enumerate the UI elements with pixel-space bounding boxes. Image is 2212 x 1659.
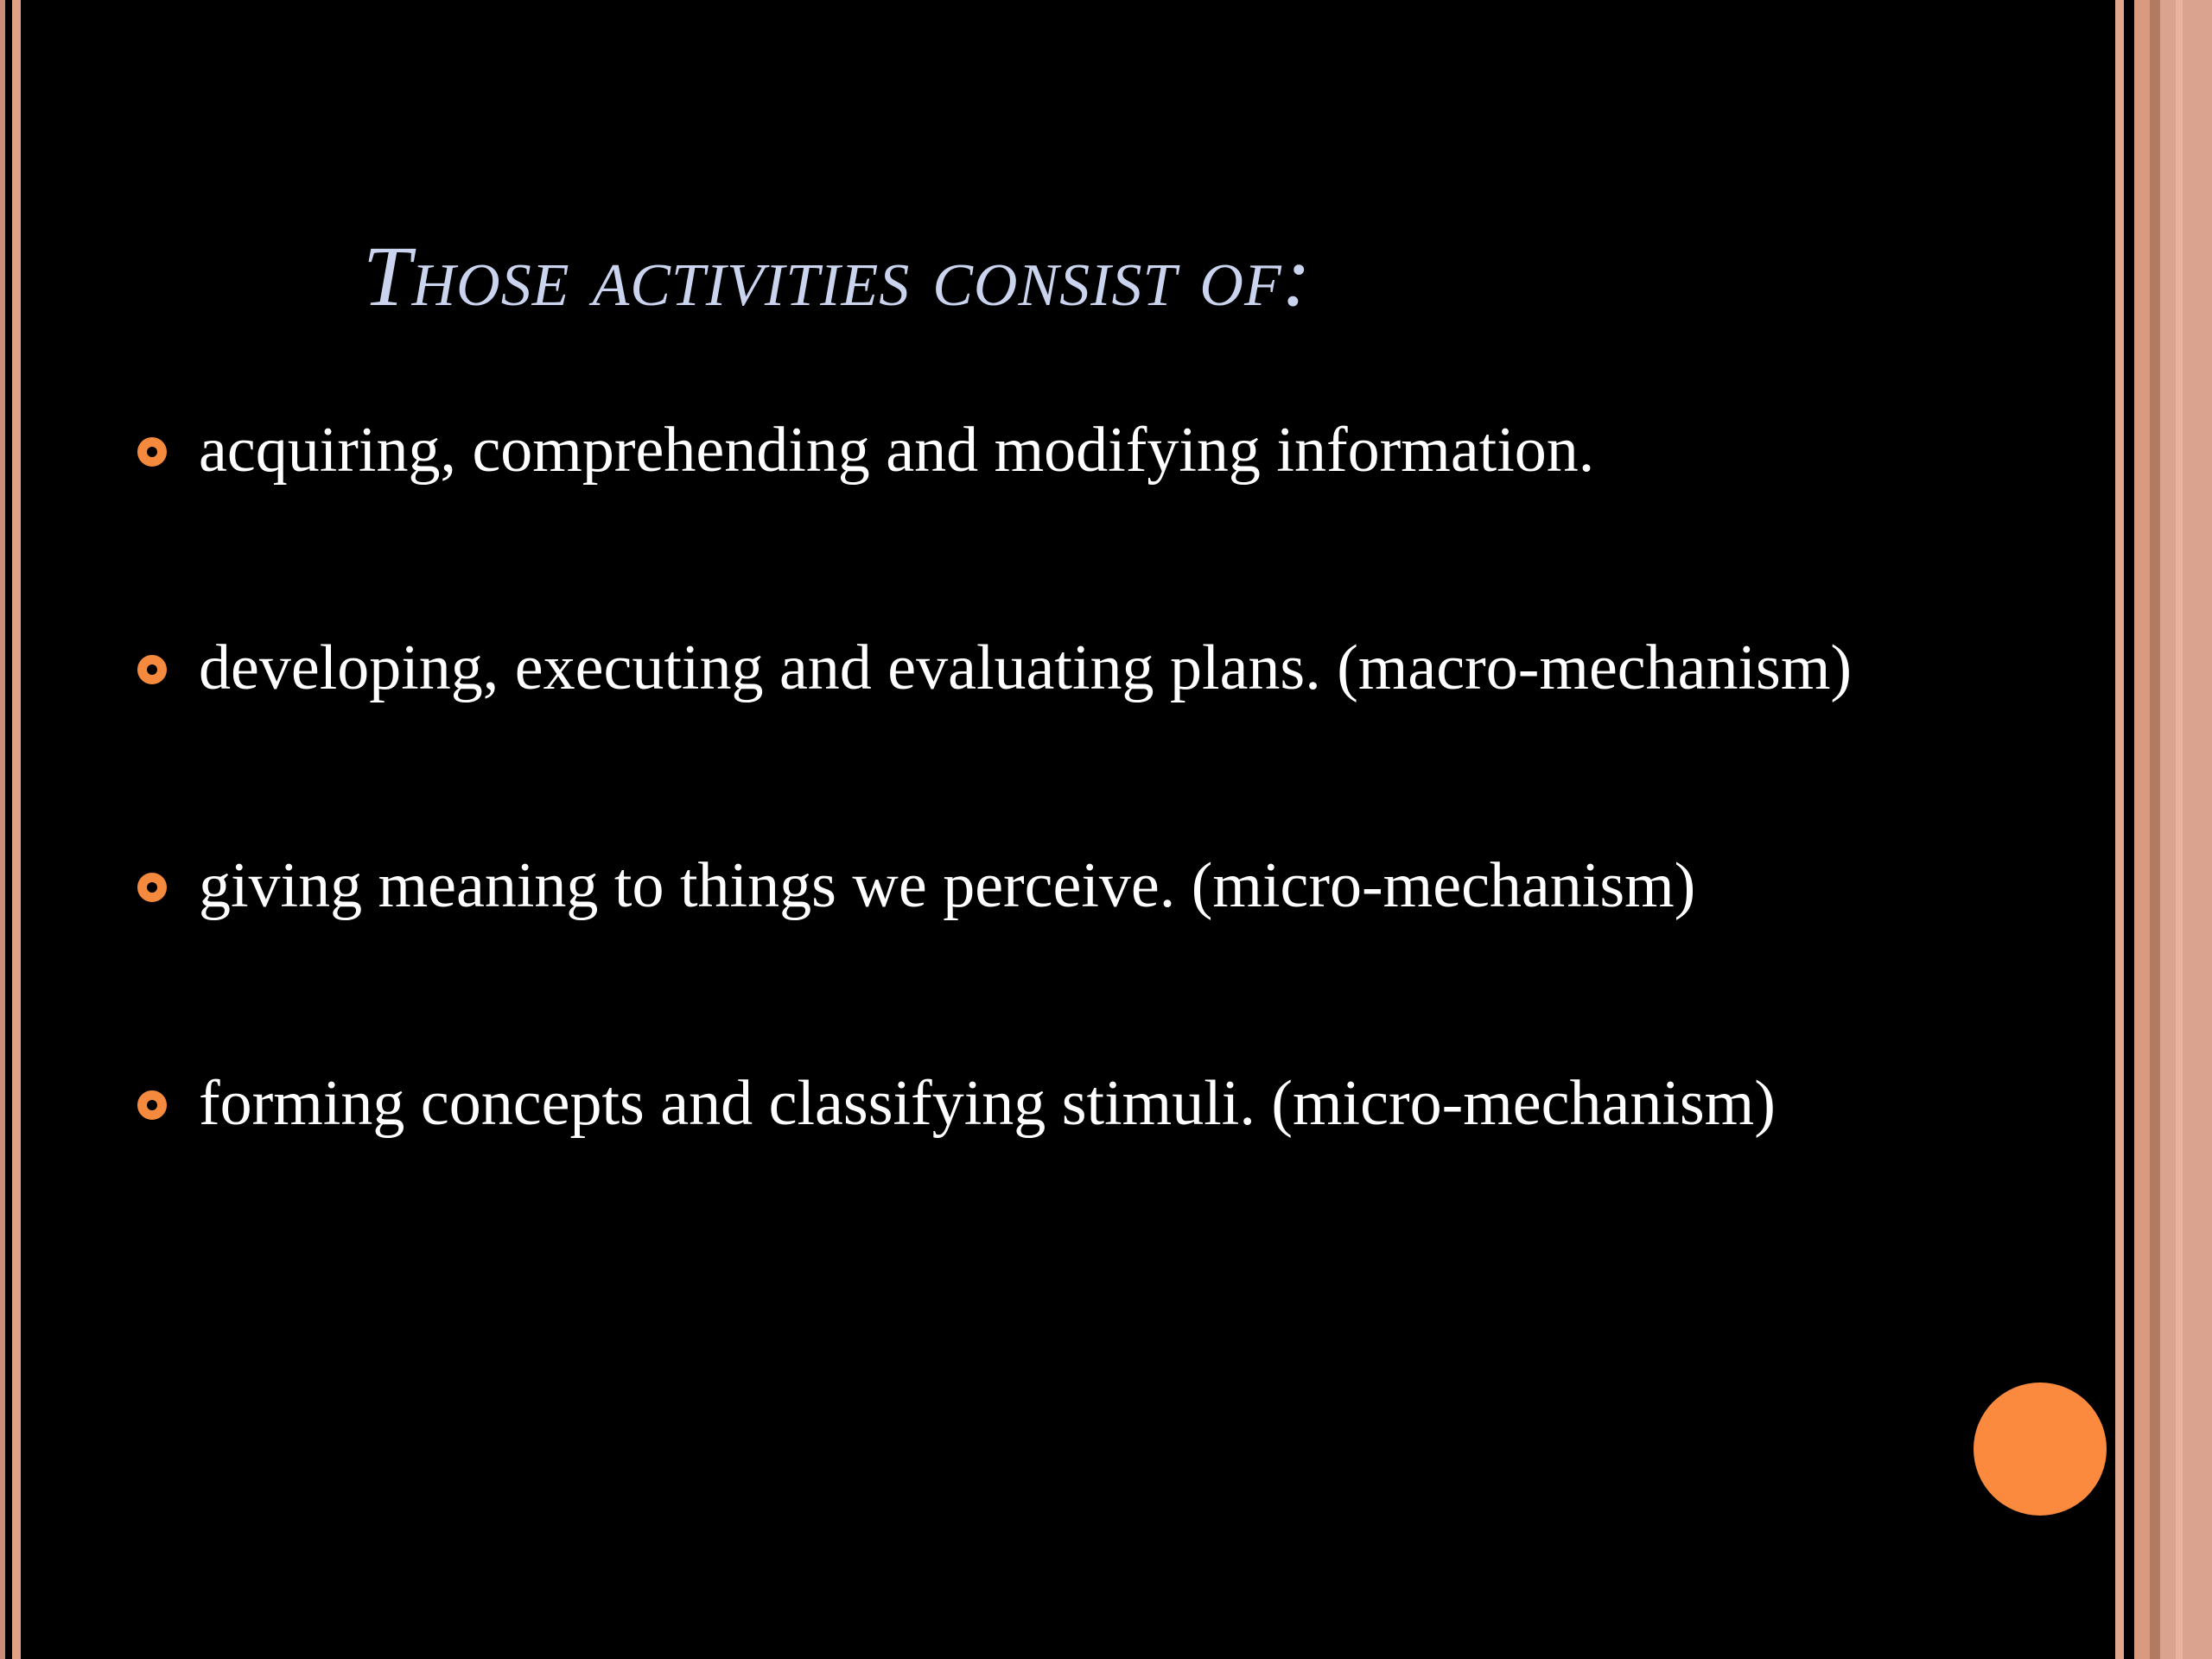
bullet-text: developing, executing and evaluating plans. (macro-mechanism) bbox=[199, 632, 1853, 703]
hollow-circle-bullet-icon bbox=[137, 873, 167, 902]
right-border-gap bbox=[2124, 0, 2134, 1659]
bullet-text: giving meaning to things we perceive. (micro-mechanism) bbox=[199, 850, 1696, 921]
left-border-line bbox=[0, 0, 5, 1659]
right-border-line bbox=[2115, 0, 2124, 1659]
slide-title: Those activities consist of: bbox=[363, 228, 1313, 324]
right-border-panel bbox=[2160, 0, 2212, 1659]
right-border-band bbox=[2134, 0, 2150, 1659]
bullet-item bbox=[134, 1059, 1992, 1147]
hollow-circle-bullet-icon bbox=[137, 437, 167, 467]
bullet-text: acquiring, comprehending and modifying information. bbox=[199, 415, 1595, 486]
bullet-item bbox=[134, 624, 1992, 712]
bullet-item bbox=[134, 842, 1992, 930]
hollow-circle-bullet-icon bbox=[137, 1090, 167, 1120]
bullet-item bbox=[134, 406, 1992, 494]
hollow-circle-bullet-icon bbox=[137, 655, 167, 684]
left-border-band bbox=[12, 0, 21, 1659]
right-border-stripe bbox=[2176, 0, 2183, 1659]
bullet-list bbox=[134, 406, 1992, 1147]
filled-circle-icon bbox=[1974, 1382, 2107, 1516]
bullet-text: forming concepts and classifying stimuli. (micro-mechanism) bbox=[199, 1068, 1776, 1139]
right-border-edge bbox=[2150, 0, 2160, 1659]
